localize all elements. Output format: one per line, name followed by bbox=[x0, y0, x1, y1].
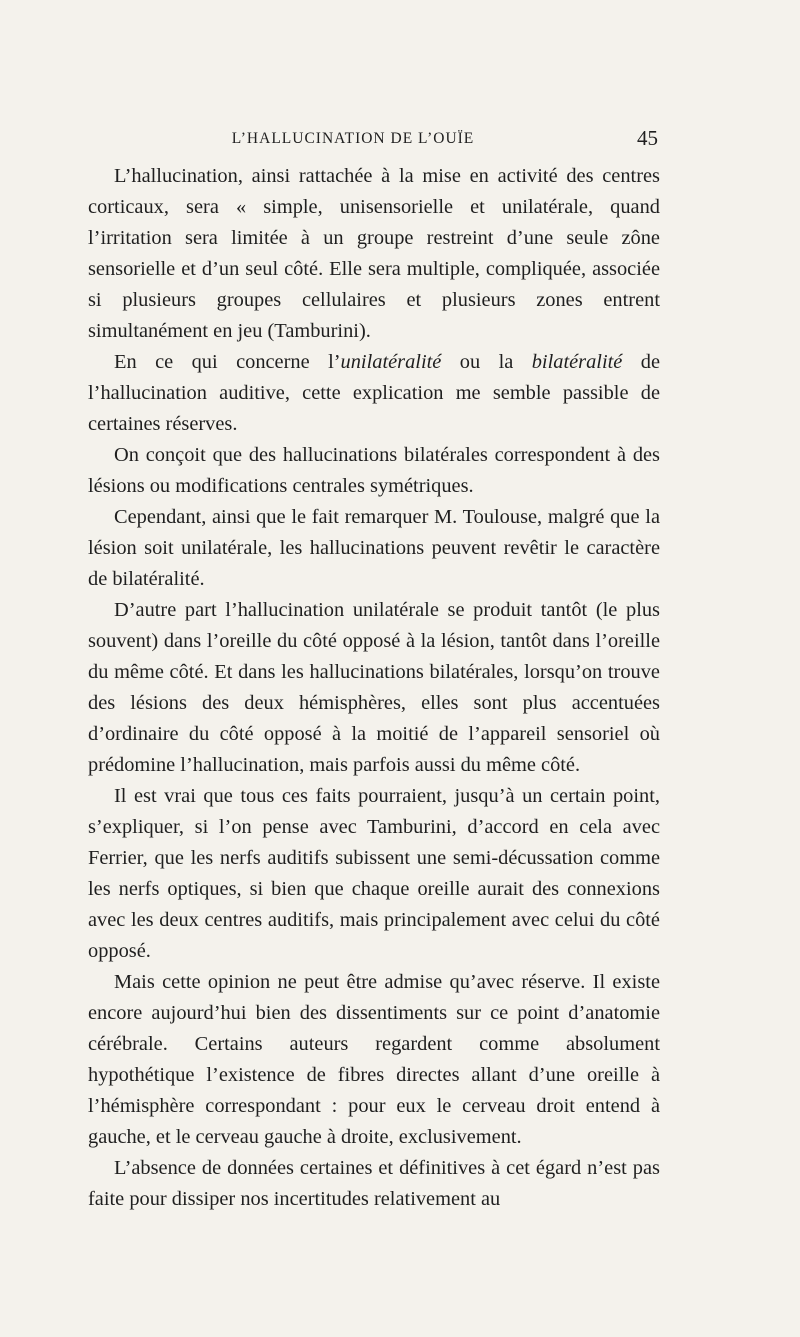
running-title: L’HALLUCINATION DE L’OUÏE bbox=[231, 130, 475, 147]
term-bilateralite: bilatéralité bbox=[531, 351, 623, 373]
paragraph-2-middle: ou la bbox=[441, 351, 532, 373]
running-head bbox=[88, 126, 658, 156]
paragraph-4: Cependant, ainsi que le fait remarquer M. Toulouse, malgré que la lésion soit unilatérale, les hallucinations peuvent revêtir le caractère de bilatéralité. bbox=[88, 506, 660, 590]
paragraph-8: L’absence de données certaines et définitives à cet égard n’est pas faite pour dissiper nos incertitudes relativement au bbox=[88, 1157, 660, 1210]
body-text bbox=[88, 161, 660, 1215]
paragraph-3: On conçoit que des hallucinations bilatérales correspondent à des lésions ou modifications centrales symétriques. bbox=[88, 444, 660, 497]
paragraph-2-after: de l’hallucination auditive, cette explication me semble passible de certaines réserves. bbox=[88, 351, 661, 435]
paragraph-1: L’hallucination, ainsi rattachée à la mise en activité des centres corticaux, sera « simple, unisensorielle et unilatérale, quand l’irritation sera limitée à un groupe restreint d’une seule zône sensorielle et d’un seul côté. Elle sera multiple, compliquée, associée si plusieurs groupes cellulaires et plusieurs zones entrent simultanément en jeu (Tamburini). bbox=[88, 165, 660, 342]
paragraph-2-before: En ce qui concerne l’ bbox=[114, 351, 341, 373]
paragraph-7: Mais cette opinion ne peut être admise qu’avec réserve. Il existe encore aujourd’hui bien des dissentiments sur ce point d’anatomie cérébrale. Certains auteurs regardent comme absolument hypothétique l’existence de fibres directes allant d’une oreille à l’hémisphère correspondant : pour eux le cerveau droit entend à gauche, et le cerveau gauche à droite, exclusivement. bbox=[88, 971, 660, 1148]
paragraph-6: Il est vrai que tous ces faits pourraient, jusqu’à un certain point, s’expliquer, si l’on pense avec Tamburini, d’accord en cela avec Ferrier, que les nerfs auditifs subissent une semi-décussation comme les nerfs optiques, si bien que chaque oreille aurait des connexions avec les deux centres auditifs, mais principalement avec celui du côté opposé. bbox=[88, 785, 660, 962]
term-unilateralite: unilatéralité bbox=[340, 351, 442, 373]
paragraph-5: D’autre part l’hallucination unilatérale se produit tantôt (le plus souvent) dans l’oreille du côté opposé à la lésion, tantôt dans l’oreille du même côté. Et dans les hallucinations bilatérales, lorsqu’on trouve des lésions des deux hémisphères, elles sont plus accentuées d’ordinaire du côté opposé à la moitié de l’appareil sensoriel où prédomine l’hallucination, mais parfois aussi du même côté. bbox=[88, 599, 660, 776]
paragraph-2 bbox=[88, 347, 660, 440]
page-number: 45 bbox=[637, 126, 658, 150]
